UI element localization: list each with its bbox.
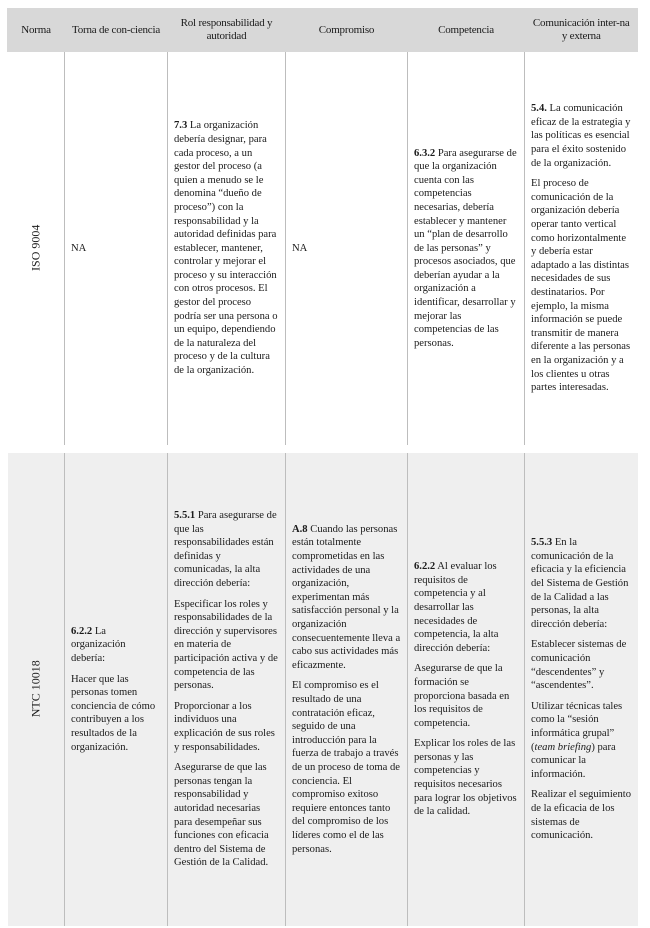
compromiso-cell bbox=[286, 52, 408, 449]
clause-ref: 5.5.1 bbox=[174, 510, 196, 522]
cell-paragraph: Explicar los roles de las personas y las competencias y requisitos necesarios para lograr los objetivos de la calidad. bbox=[414, 738, 517, 818]
cell-text bbox=[531, 102, 632, 170]
cell-paragraph: Hacer que las personas tomen conciencia de cómo contribuyen a los resultados de la organización. bbox=[71, 673, 156, 753]
cell-text bbox=[414, 560, 518, 655]
text-part: Utilizar técnicas tales como la “sesión informática grupal” ( bbox=[531, 700, 623, 753]
cell-text bbox=[531, 536, 632, 631]
cell-paragraph: Asegurarse de que las personas tengan la responsabilidad y autoridad necesarias para desempeñar sus funciones con eficacia dentro del Sistema de Gestión de la Calidad. bbox=[174, 762, 269, 869]
norma-cell bbox=[8, 449, 65, 926]
comunicacion-cell bbox=[525, 449, 638, 926]
clause-ref: 6.3.2 bbox=[414, 147, 436, 159]
cell-paragraph: Asegurarse de que la formación se proporciona basada en los requisitos de competencia. bbox=[414, 663, 510, 729]
clause-text: Al evaluar los requisitos de competencia y al desarrollar las necesidades de competencia, la alta dirección debería: bbox=[414, 561, 499, 654]
cell-text bbox=[292, 523, 401, 673]
header-norma: Norma bbox=[8, 8, 65, 52]
text-part: ) para comunicar la información. bbox=[531, 741, 616, 780]
norma-cell bbox=[8, 52, 65, 449]
header-row bbox=[8, 8, 638, 52]
cell-paragraph: Proporcionar a los individuos una explicación de sus roles y responsabilidades. bbox=[174, 700, 275, 753]
table-row-iso-9004 bbox=[8, 52, 638, 449]
header-compromiso: Compromiso bbox=[286, 8, 408, 52]
comunicacion-cell bbox=[525, 52, 638, 449]
cell-text bbox=[174, 509, 279, 591]
clause-text: Cuando las personas están totalmente comprometidas en las actividades de una organización, experimentan más satisfacción personal y la organización consecuentemente lleva a cabo sus actividades más eficazmente. bbox=[292, 523, 401, 671]
table-row-ntc-10018 bbox=[8, 449, 638, 926]
toma-cell bbox=[65, 52, 168, 449]
compromiso-cell bbox=[286, 449, 408, 926]
cell-paragraph bbox=[531, 700, 632, 782]
cell-paragraph: El compromiso es el resultado de una contratación eficaz, seguido de una introducción para la fuerza de trabajo a través de un proceso de toma de conciencia. El compromiso exitoso requiere entonces tanto del compromiso de los líderes como el de las personas. bbox=[292, 680, 400, 855]
norma-label: ISO 9004 bbox=[27, 224, 42, 272]
norma-label: NTC 10018 bbox=[28, 660, 43, 718]
cell-text bbox=[174, 119, 279, 377]
rol-cell bbox=[168, 52, 286, 449]
clause-ref: A.8 bbox=[292, 523, 308, 535]
cell-text: NA bbox=[71, 242, 87, 254]
cell-paragraph: Realizar el seguimiento de la eficacia de los sistemas de comunicación. bbox=[531, 789, 632, 842]
competencia-cell bbox=[408, 52, 525, 449]
cell-text bbox=[71, 625, 161, 666]
toma-cell bbox=[65, 449, 168, 926]
header-toma-conciencia: Torna de con-ciencia bbox=[65, 8, 168, 52]
header-rol: Rol responsabilidad y autoridad bbox=[168, 8, 286, 52]
cell-text bbox=[414, 147, 518, 351]
clause-text: Para asegurarse de que las responsabilidades están definidas y comunicadas, la alta dirección debería: bbox=[174, 510, 277, 590]
clause-text: La comunicación eficaz de la estrategia y las políticas es esencial para el éxito sostenido de la organización. bbox=[531, 103, 631, 169]
cell-paragraph: Establecer sistemas de comunicación “descendentes” y “ascendentes”. bbox=[531, 639, 627, 692]
clause-ref: 6.2.2 bbox=[414, 561, 436, 573]
header-comunicacion: Comunicación inter-na y externa bbox=[525, 8, 638, 52]
clause-ref: 6.2.2 bbox=[71, 625, 93, 637]
comparison-table bbox=[7, 8, 638, 926]
italic-term: team briefing bbox=[534, 741, 592, 753]
cell-paragraph: El proceso de comunicación de la organización debería operar tanto vertical como horizontalmente y debería estar adaptado a las distintas necesidades de sus destinatarios. Por ejemplo, la misma información se puede transmitir de manera diferente a las personas en la organización y a los clientes u otras partes interesadas. bbox=[531, 178, 631, 394]
competencia-cell bbox=[408, 449, 525, 926]
clause-text: La organización debería: bbox=[71, 625, 126, 665]
cell-paragraph: Especificar los roles y responsabilidades de la dirección y supervisores en materia de participación activa y de competencia de las personas. bbox=[174, 598, 278, 692]
cell-text: NA bbox=[292, 242, 308, 254]
clause-ref: 7.3 bbox=[174, 120, 188, 132]
clause-text: Para asegurarse de que la organización cuenta con las competencias necesarias, debería establecer y mantener un “plan de desarrollo de las personas” y procesos asociados, que deberían ayudar a la organización a identificar, desarrollar y mejorar las competencias de las personas. bbox=[414, 147, 517, 349]
clause-text: En la comunicación de la eficacia y la eficiencia del Sistema de Gestión de la Calidad a las personas, la alta dirección debería: bbox=[531, 537, 629, 630]
clause-ref: 5.4. bbox=[531, 103, 547, 115]
clause-ref: 5.5.3 bbox=[531, 537, 553, 549]
rol-cell bbox=[168, 449, 286, 926]
clause-text: La organización debería designar, para cada proceso, a un gestor del proceso (a quien a menudo se le denomina “dueño de proceso”) con la responsabilidad y la autoridad definidas para establecer, mantener, controlar y mejorar el proceso y su interacción con otros procesos. El gestor del proceso podría ser una persona o un equipo, dependiendo de la naturaleza del proceso y de la cultura de la organización. bbox=[174, 120, 278, 377]
header-competencia: Competencia bbox=[408, 8, 525, 52]
